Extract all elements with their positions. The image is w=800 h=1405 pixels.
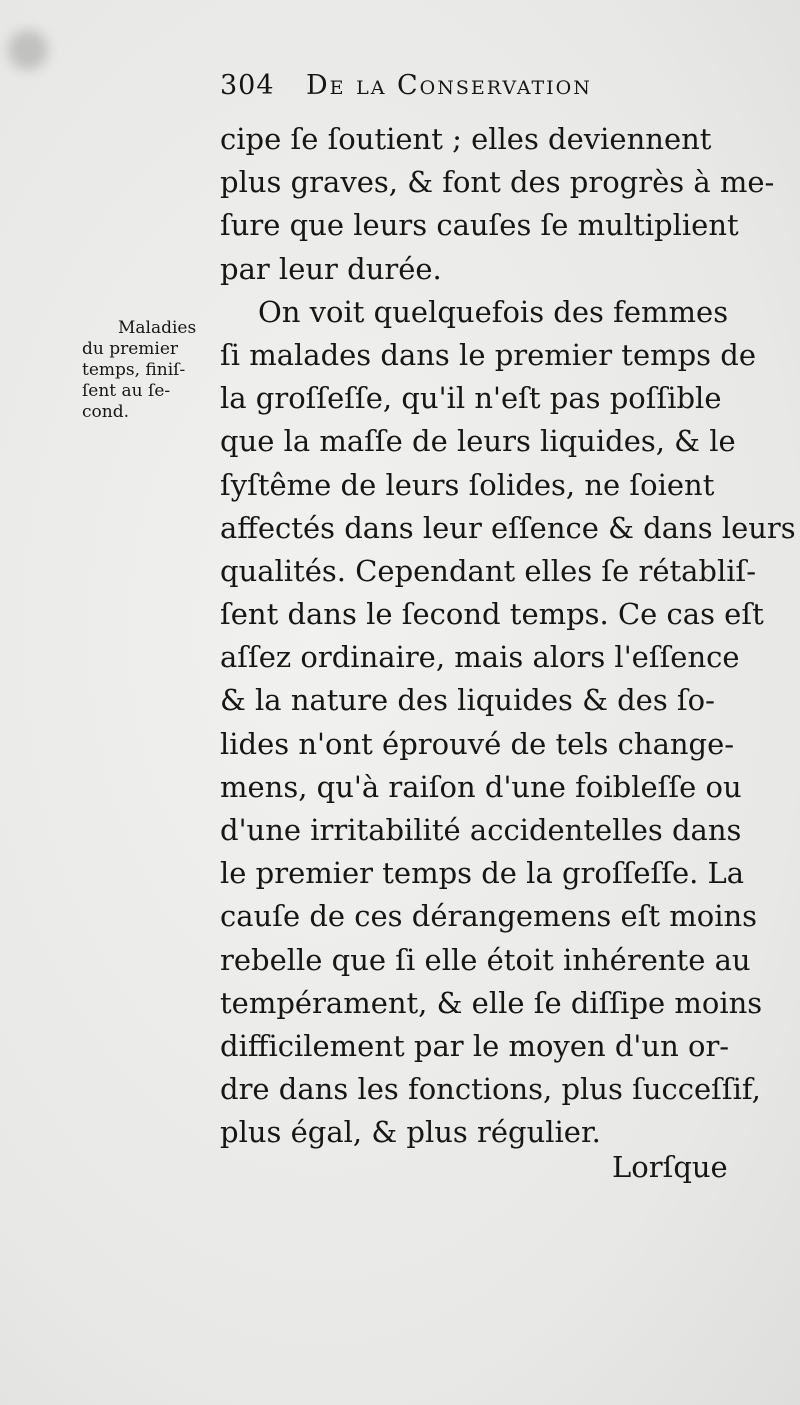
margin-note-line: temps, finiſ- [82,360,186,380]
text-line: tempérament, & elle ſe diſſipe moins [220,985,763,1020]
margin-note [82,318,212,423]
margin-note-line: cond. [82,402,129,422]
text-line: par leur durée. [220,251,442,286]
margin-note-line: ſent au ſe- [82,381,171,401]
text-line: & la nature des liquides & des ſo- [220,683,715,718]
running-title: De la Conservation [306,70,592,101]
text-line: lides n'ont éprouvé de tels change- [220,726,735,761]
body-text [220,118,796,1155]
text-line: difficilement par le moyen d'un or- [220,1028,730,1063]
text-line: dre dans les fonctions, plus ſucceſſif, [220,1072,761,1107]
text-line: affectés dans leur eſſence & dans leurs [220,510,796,545]
ink-smudge [8,30,48,70]
text-line: ſyſtême de leurs ſolides, ne ſoient [220,467,715,502]
text-line: d'une irritabilité accidentelles dans [220,813,742,847]
text-line: qualités. Cependant elles ſe rétabliſ- [220,553,757,588]
margin-note-line: Maladies [118,318,197,338]
catchword: Lorſque [612,1150,728,1184]
text-line: ſent dans le ſecond temps. Ce cas eſt [220,597,764,632]
page-number: 304 [220,70,275,101]
text-line: ſure que leurs cauſes ſe multiplient [220,208,739,243]
text-line: rebelle que ſi elle étoit inhérente au [220,942,751,977]
text-line: ſi malades dans le premier temps de [220,337,757,372]
text-line: On voit quelquefois des femmes [258,294,729,329]
text-line: aſſez ordinaire, mais alors l'eſſence [220,640,740,675]
page-header [220,70,720,110]
text-line: mens, qu'à raiſon d'une foibleſſe ou [220,769,742,804]
text-line: le premier temps de la groſſeſſe. La [220,856,745,891]
text-line: plus graves, & font des progrès à me- [220,165,775,200]
text-line: plus égal, & plus régulier. [220,1115,601,1150]
text-line: la groſſeſſe, qu'il n'eſt pas poſſible [220,381,722,416]
text-line: que la maſſe de leurs liquides, & le [220,424,736,459]
text-line: cauſe de ces dérangemens eſt moins [220,899,758,934]
margin-note-line: du premier [82,339,179,359]
text-line: cipe ſe ſoutient ; elles deviennent [220,122,712,156]
